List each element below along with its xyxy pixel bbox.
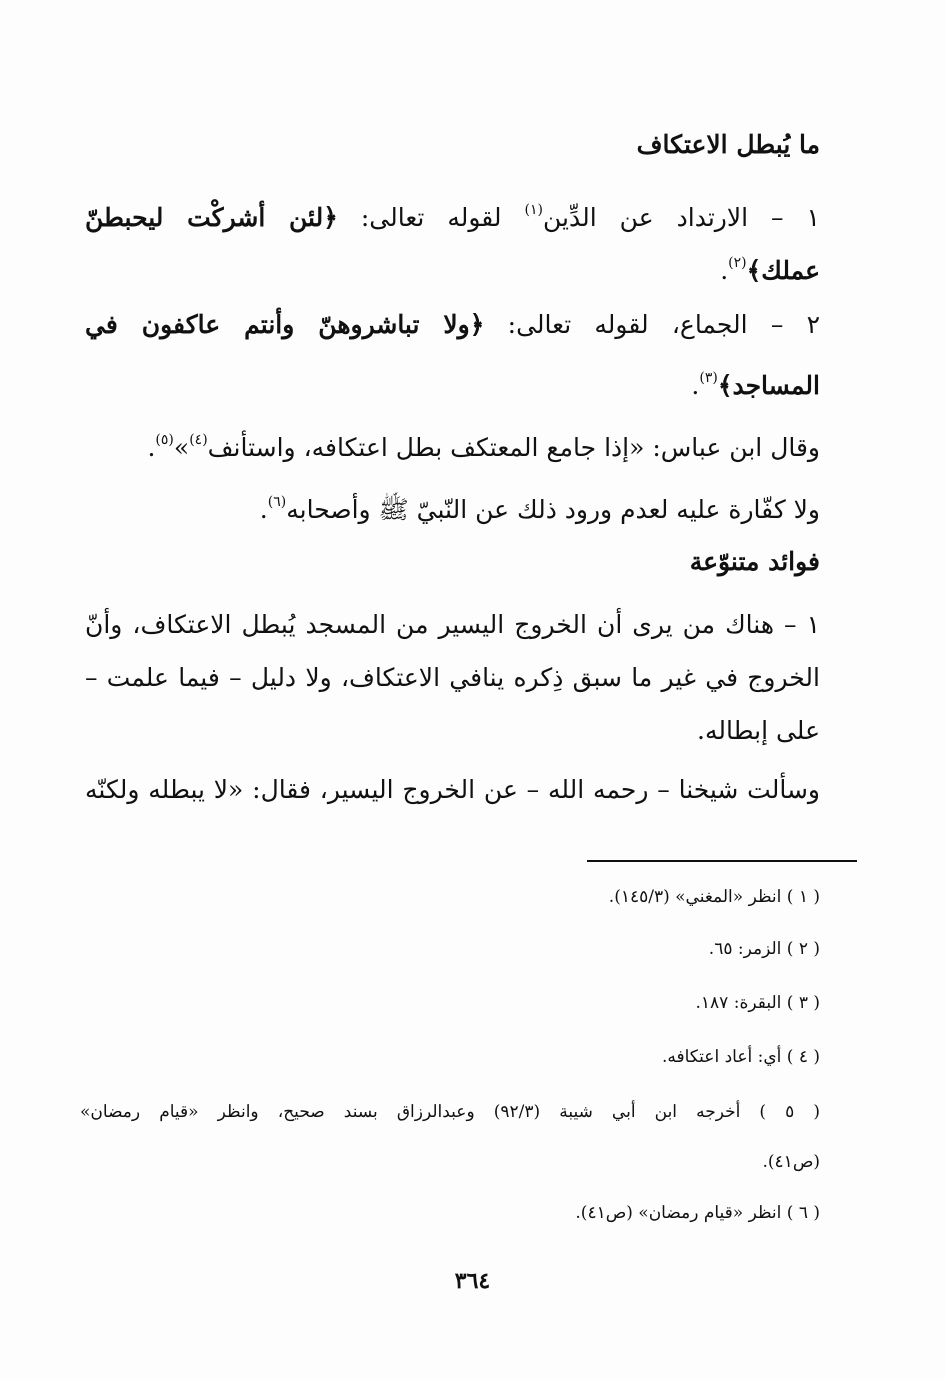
footnote-ref-5: (٥) [155,432,174,448]
ibn-abbas-text: وقال ابن عباس: «إذا جامع المعتكف بطل اعتكافه، واستأنف [207,433,820,462]
question-line: وسألت شيخنا – رحمه الله – عن الخروج اليسير، فقال: «لا يبطله ولكنّه [85,775,820,804]
footnote-4: ( ٤ ) أي: أعاد اعتكافه. [661,1047,820,1067]
footnote-3: ( ٣ ) البقرة: ١٨٧. [695,993,820,1013]
ibn-abbas-quote [85,420,820,468]
ibn-abbas-end: . [147,433,156,462]
footnote-ref-6: (٦) [267,494,287,510]
item-2-line-1 [85,305,820,345]
benefit-1-line-2: الخروج في غير ما سبق ذِكره ينافي الاعتكاف، ولا دليل – فيما علمت – [85,663,820,692]
footnote-5: ( ٥ ) أخرجه ابن أبي شيبة (٩٢/٣) وعبدالرزاق بسند صحيح، وانظر «قيام رمضان» [80,1102,820,1122]
footnote-ref-1: (١) [524,202,544,218]
footnote-divider [587,860,857,862]
section-heading-invalidators: ما يُبطل الاعتكاف [636,130,820,159]
item-1-text: ١ – الارتداد عن الدِّين [543,203,820,232]
benefit-1-line-1: ١ – هناك من يرى أن الخروج اليسير من المسجد يُبطل الاعتكاف، وأنّ [85,610,820,639]
section-heading-benefits: فوائد متنوّعة [689,547,820,576]
footnote-5-cont: (ص٤١). [762,1152,820,1172]
footnote-ref-2: (٢) [728,255,747,271]
item-1-end: . [720,256,729,285]
footnote-6: ( ٦ ) انظر «قيام رمضان» (ص٤١). [575,1203,820,1223]
no-expiation-line [85,482,820,530]
quran-quote-1b: عملك﴾ [746,256,820,285]
page-number: ٣٦٤ [454,1268,491,1294]
footnote-1: ( ١ ) انظر «المغني» (١٤٥/٣). [608,887,820,907]
benefit-1-line-3: على إبطاله. [697,716,820,745]
item-2-text: ٢ – الجماع، لقوله تعالى: [484,310,820,339]
item-2-line-2 [85,358,820,406]
item-1-line-1 [85,190,820,238]
quran-quote-1a: ﴿لئن أشركْت ليحبطنّ [85,203,338,232]
quran-quote-2b: المساجد﴾ [717,371,820,400]
no-expiation-text: ولا كفّارة عليه لعدم ورود ذلك عن النّبيّ ﷺ وأصحابه [286,495,820,524]
footnote-2: ( ٢ ) الزمر: ٦٥. [708,939,820,959]
footnote-ref-4: (٤) [189,432,208,448]
quran-quote-2a: ﴿ولا تباشروهنّ وأنتم عاكفون في [85,310,485,339]
no-expiation-end: . [259,495,268,524]
item-1-line-2 [85,243,820,291]
quote-close: » [173,433,190,462]
item-1-text-mid: لقوله تعالى: [337,203,525,232]
item-2-end: . [691,371,700,400]
footnote-ref-3: (٣) [699,370,718,386]
